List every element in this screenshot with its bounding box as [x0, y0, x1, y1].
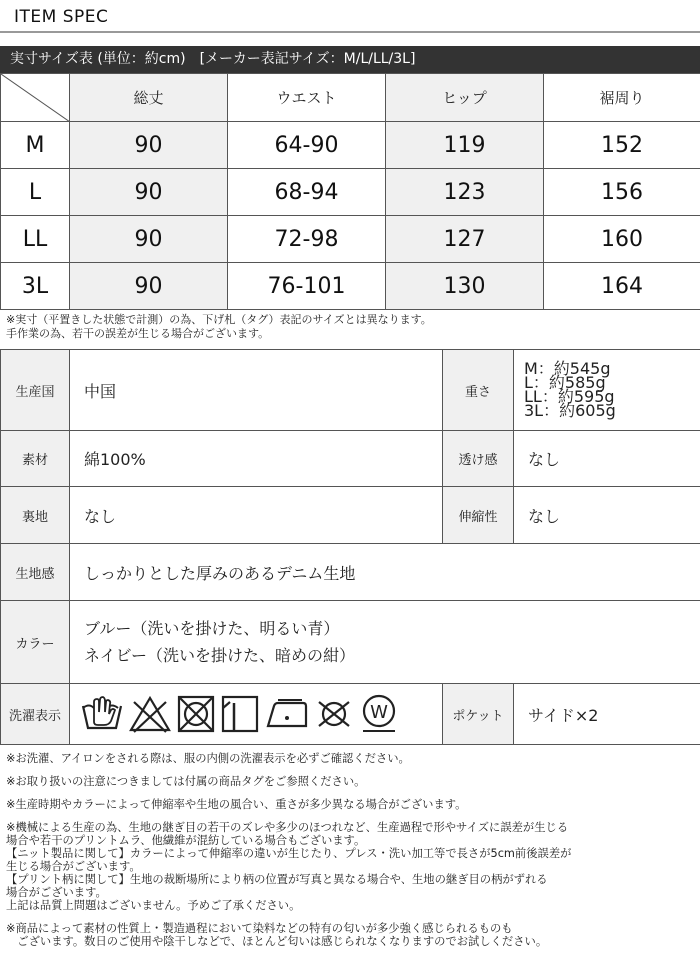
note-line: 手作業の為、若干の誤差が生じる場合がございます。: [6, 327, 270, 340]
no-dry-clean-icon: [314, 694, 354, 734]
pocket-label: ポケット: [443, 684, 514, 745]
size-label: LL: [1, 216, 70, 263]
origin-label: 生産国: [1, 350, 70, 431]
note-line: ※商品によって素材の性質上・製造過程において染料などの特有の匂いが多少強く感じられるものも: [6, 922, 513, 935]
note-line: ※実寸（平置きした状態で計測）の為、下げ札（タグ）表記のサイズとは異なります。: [6, 313, 432, 326]
column-header: ヒップ: [386, 74, 544, 122]
note-line: 場合がございます。: [6, 886, 107, 899]
sheer-value: なし: [514, 431, 700, 487]
spec-row-care: [1, 684, 700, 745]
sheer-label: 透け感: [443, 431, 514, 487]
spec-row-lining: [1, 487, 700, 544]
wet-clean-letter: W: [370, 702, 388, 723]
size-label: M: [1, 122, 70, 169]
stretch-value: なし: [514, 487, 700, 544]
weight-line: L：約585g: [524, 373, 606, 392]
no-bleach-icon: [128, 694, 172, 734]
table-cell: 156: [544, 169, 700, 216]
texture-label: 生地感: [1, 544, 70, 601]
lining-value: なし: [70, 487, 443, 544]
table-cell: 90: [70, 263, 228, 310]
table-cell: 164: [544, 263, 700, 310]
footer-notes: [6, 752, 696, 948]
column-header: ウエスト: [228, 74, 386, 122]
column-header: 裾周り: [544, 74, 700, 122]
care-label: 洗濯表示: [1, 684, 70, 745]
weight-line: 3L：約605g: [524, 401, 616, 420]
table-cell: 90: [70, 216, 228, 263]
spec-row-material: [1, 431, 700, 487]
spec-row-texture: [1, 544, 700, 601]
table-cell: 119: [386, 122, 544, 169]
note-line: 上記は品質上問題はございません。予めご了承ください。: [6, 899, 301, 912]
note-line: ※機械による生産の為、生地の継ぎ目の若干のズレや多少のほつれなど、生産過程で形やサイズに誤差が生じる: [6, 821, 569, 834]
table-row: [1, 263, 700, 310]
lining-label: 裏地: [1, 487, 70, 544]
table-cell: 160: [544, 216, 700, 263]
origin-value: 中国: [70, 350, 443, 431]
size-table: [0, 46, 700, 310]
table-cell: 90: [70, 122, 228, 169]
spec-header: [0, 0, 700, 34]
note-line: 【ニット製品に関して】カラーによって伸縮率の違いが生じたり、プレス・洗い加工等で長さが5cm前後誤差が: [6, 847, 572, 860]
pocket-value: サイド×2: [514, 684, 700, 745]
color-line: ネイビー（洗いを掛けた、暗めの紺）: [84, 646, 356, 665]
weight-values: [514, 350, 700, 431]
wet-clean-icon: [358, 692, 400, 736]
weight-label: 重さ: [443, 350, 514, 431]
note-line: 【プリント柄に関して】生地の裁断場所により柄の位置が写真と異なる場合や、生地の継ぎ目の柄がずれる: [6, 873, 548, 886]
table-cell: 127: [386, 216, 544, 263]
note-line: 生じる場合がございます。: [6, 860, 141, 873]
color-line: ブルー（洗いを掛けた、明るい青）: [84, 619, 340, 638]
no-tumble-dry-icon: [176, 694, 216, 734]
texture-value: しっかりとした厚みのあるデニム生地: [70, 544, 700, 601]
material-label: 素材: [1, 431, 70, 487]
table-row: [1, 122, 700, 169]
page-title: ITEM SPEC: [14, 7, 109, 27]
size-header-row: [1, 74, 700, 122]
weight-line: LL：約595g: [524, 387, 615, 406]
spec-row-color: [1, 601, 700, 684]
size-label: 3L: [1, 263, 70, 310]
table-cell: 72-98: [228, 216, 386, 263]
size-label: L: [1, 169, 70, 216]
size-table-caption: 実寸サイズ表 (単位：約cm) [メーカー表記サイズ：M/L/LL/3L]: [0, 46, 700, 73]
size-grid: [0, 73, 700, 310]
table-row: [1, 169, 700, 216]
header-divider: [0, 31, 700, 33]
column-header: 総丈: [70, 74, 228, 122]
note-line: ※お取り扱いの注意につきましては付属の商品タグをご参照ください。: [6, 775, 366, 788]
diagonal-line-icon: [1, 74, 70, 122]
spec-table: [0, 349, 700, 745]
care-icons-cell: [70, 684, 443, 745]
table-cell: 68-94: [228, 169, 386, 216]
note-line: ※生産時期やカラーによって伸縮率や生地の風合い、重さが多少異なる場合がございます。: [6, 798, 467, 811]
table-cell: 76-101: [228, 263, 386, 310]
table-cell: 64-90: [228, 122, 386, 169]
note-line: ※お洗濯、アイロンをされる際は、服の内側の洗濯表示を必ずご確認ください。: [6, 752, 410, 765]
corner-cell: [1, 74, 70, 122]
hand-wash-icon: [80, 694, 124, 734]
weight-line: M：約545g: [524, 359, 611, 378]
size-notes: [6, 313, 432, 341]
note-line: 場合や若干のプリントムラ、他繊維が混紡している場合もございます。: [6, 834, 366, 847]
table-cell: 90: [70, 169, 228, 216]
iron-low-icon: [264, 694, 310, 734]
care-icons: [70, 692, 442, 736]
spec-row-origin: [1, 350, 700, 431]
color-label: カラー: [1, 601, 70, 684]
table-cell: 130: [386, 263, 544, 310]
table-row: [1, 216, 700, 263]
line-dry-icon: [220, 694, 260, 734]
table-cell: 123: [386, 169, 544, 216]
color-values: [70, 601, 700, 684]
table-cell: 152: [544, 122, 700, 169]
stretch-label: 伸縮性: [443, 487, 514, 544]
note-line: ございます。数日のご使用や陰干しなどで、ほとんど匂いは感じられなくなりますのでお試しください。: [6, 935, 548, 948]
material-value: 綿100%: [70, 431, 443, 487]
